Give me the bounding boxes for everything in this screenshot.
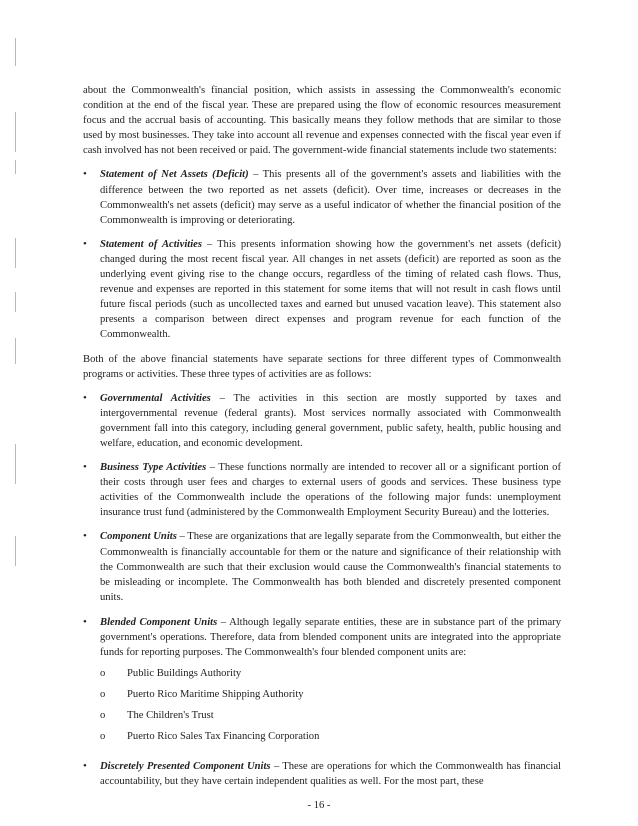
bullet-text: – These functions normally are intended to recover all or a significant portion of their costs through user fees and charges to external users of goods and services. These business type activities of the Commonwealth include the operations of the following major funds: unemployment insurance trust fund (administered by the Commonwealth Employment Security Bureau) and the lotteries.: [100, 462, 561, 519]
list-item: [83, 529, 561, 604]
bullet-icon: •: [83, 391, 87, 404]
scan-margin-mark: [15, 238, 16, 268]
list-item: [83, 615, 561, 745]
scan-margin-mark: [15, 444, 16, 484]
sub-bullet-icon: o: [100, 689, 106, 701]
sub-list-item: [100, 687, 561, 702]
bullet-term: Component Units: [100, 531, 177, 543]
body-text: [83, 83, 561, 798]
bullet-icon: •: [83, 237, 87, 250]
sub-list-text: Public Buildings Authority: [127, 668, 242, 680]
sub-list-item: [100, 729, 561, 744]
list-item: [83, 237, 561, 343]
bullet-text: – The activities in this section are mostly supported by taxes and intergovernmental revenue (federal grants). Most services normally associated with Commonwealth government fall into this category, including general government, public safety, health, public housing and welfare, education, and economic development.: [100, 392, 561, 449]
sub-list-text: The Children's Trust: [127, 710, 214, 722]
sub-list-item: [100, 666, 561, 681]
scan-margin-mark: [15, 38, 16, 66]
bullet-text: – Although legally separate entities, these are in substance part of the primary government's operations. Therefore, data from blended component units are integrated into the appropriate funds for reporting purposes. The Commonwealth's four blended component units are:: [100, 616, 561, 659]
bullet-term: Governmental Activities: [100, 392, 211, 404]
bullet-icon: •: [83, 461, 87, 474]
bullet-term: Blended Component Units: [100, 616, 218, 628]
statements-list: [83, 167, 561, 342]
sub-bullet-icon: o: [100, 668, 106, 680]
page-number: - 16 -: [307, 800, 331, 811]
scan-margin-mark: [15, 112, 16, 152]
bullet-term: Statement of Activities: [100, 238, 202, 250]
bullet-text: – This presents all of the government's assets and liabilities with the difference between the two reported as net assets (deficit). Over time, increases or decreases in the Commonwealth's net assets (deficit) may serve as a useful indicator of whether the financial position of the Commonwealth is improving or deteriorating.: [100, 169, 561, 226]
activities-list: [83, 391, 561, 789]
sub-bullet-icon: o: [100, 710, 106, 722]
bullet-text: – These are organizations that are legally separate from the Commonwealth, but either the Commonwealth is financially accountable for them or the nature and significance of their relationship with the Commonwealth are such that their exclusion would cause the Commonwealth's financial statements to be misleading or incomplete. The Commonwealth has both blended and discretely presented component units.: [100, 531, 562, 603]
scan-margin-mark: [15, 536, 16, 566]
bullet-term: Discretely Presented Component Units: [100, 760, 271, 772]
sub-list-text: Puerto Rico Maritime Shipping Authority: [127, 689, 304, 701]
intro-paragraph: about the Commonwealth's financial position, which assists in assessing the Commonwealth's economic condition at the end of the fiscal year. These are prepared using the flow of economic resources measurement focus and the accrual basis of accounting. This basically means they follow methods that are similar to those used by most businesses. They take into account all revenue and expenses connected with the fiscal year even if cash involved has not been received or paid. The government-wide financial statements include two statements:: [83, 85, 561, 157]
sub-bullet-icon: o: [100, 731, 106, 743]
activities-intro-paragraph: Both of the above financial statements have separate sections for three different types of Commonwealth programs or activities. These three types of activities are as follows:: [83, 353, 561, 380]
bullet-icon: •: [83, 759, 87, 772]
list-item: [83, 391, 561, 451]
scan-margin-mark: [15, 160, 16, 174]
bullet-icon: •: [83, 168, 87, 181]
list-item: [83, 167, 561, 227]
bullet-icon: •: [83, 530, 87, 543]
list-item: [83, 759, 561, 789]
bullet-text: – This presents information showing how the government's net assets (deficit) changed during the most recent fiscal year. All changes in net assets (deficit) are reported as soon as the underlying event giving rise to the change occurs, regardless of the timing of related cash flows. Thus, revenue and expenses are reported in this statement for some items that will not result in cash flows until future fiscal periods (such as uncollected taxes and earned but unused vacation leave). This statement also presents a comparison between direct expenses and program revenue for each function of the Commonwealth.: [100, 238, 562, 341]
bullet-text: – These are operations for which the Commonwealth has financial accountability, but they have certain independent qualities as well. For the most part, these: [100, 760, 561, 787]
sub-list-item: [100, 708, 561, 723]
bullet-term: Business Type Activities: [100, 462, 207, 474]
bullet-term: Statement of Net Assets (Deficit): [100, 169, 249, 181]
bullet-icon: •: [83, 615, 87, 628]
sub-list-text: Puerto Rico Sales Tax Financing Corporation: [127, 731, 320, 743]
list-item: [83, 460, 561, 520]
blended-units-list: [100, 666, 561, 744]
scan-margin-mark: [15, 338, 16, 364]
scan-margin-mark: [15, 292, 16, 312]
